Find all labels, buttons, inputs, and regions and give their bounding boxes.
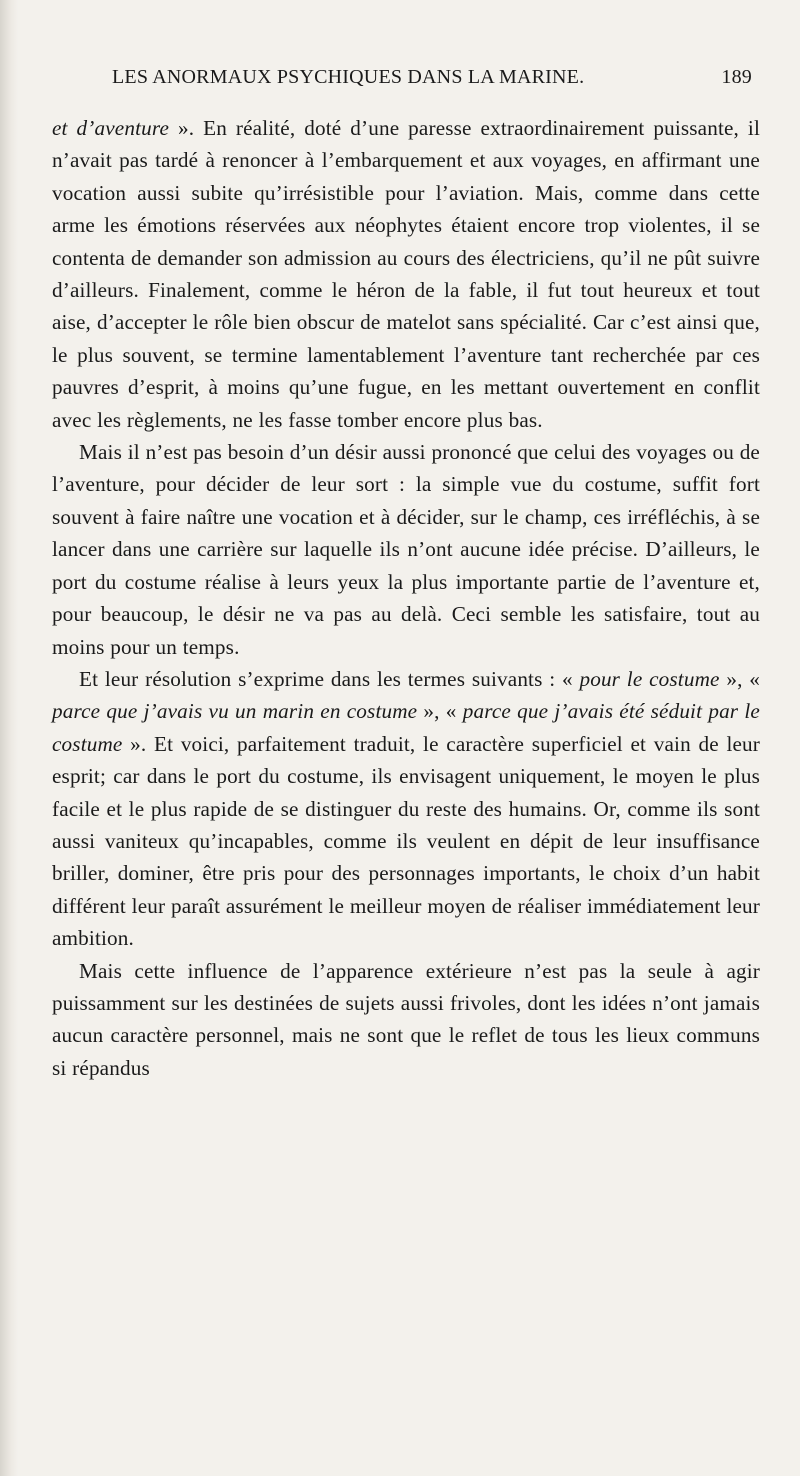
- page-edge-shadow: [0, 0, 18, 1476]
- text-run: Mais il n’est pas besoin d’un désir aussi prononcé que celui des voyages ou de l’aventure, pour décider de leur sort : la simple vue du costume, suffit fort souvent à faire naître une vocation et à décider, sur le champ, ces irréfléchis, à se lancer dans une carrière sur laquelle ils n’ont aucune idée précise. D’ailleurs, le port du costume réalise à leurs yeux la plus importante partie de l’aventure et, pour beaucoup, le désir ne va pas au delà. Ceci semble les satisfaire, tout au moins pour un temps.: [52, 440, 760, 659]
- paragraph: [52, 663, 760, 955]
- text-run: Mais cette influence de l’apparence extérieure n’est pas la seule à agir puissamment sur les destinées de sujets aussi frivoles, dont les idées n’ont jamais aucun caractère personnel, mais ne sont que le reflet de tous les lieux communs si répandus: [52, 958, 760, 1080]
- text-italic: et d’aventure: [52, 116, 170, 140]
- text-italic: parce que j’avais été séduit par le costume: [52, 699, 760, 756]
- text-run: », «: [719, 666, 760, 691]
- text-run: », «: [417, 699, 463, 724]
- page-number: 189: [721, 66, 752, 88]
- text-italic: parce que j’avais vu un marin en costume: [52, 699, 418, 724]
- text-run: ». En réalité, doté d’une paresse extraordinairement puissante, il n’avait pas tardé à renoncer à l’embarquement et aux voyages, en affirmant une vocation aussi subite qu’irrésistible pour l’aviation. Mais, comme dans cette arme les émotions réservées aux néophytes étaient encore trop violentes, il se contenta de demander son admission au cours des électriciens, qu’il ne pût suivre d’ailleurs. Finalement, comme le héron de la fable, il fut tout heureux et tout aise, d’accepter le rôle bien obscur de matelot sans spécialité. Car c’est ainsi que, le plus souvent, se termine lamentablement l’aventure tant recherchée par ces pauvres d’esprit, à moins qu’une fugue, en les mettant ouvertement en conflit avec les règlements, ne les fasse tomber encore plus bas.: [52, 116, 761, 432]
- text-italic: pour le costume: [579, 666, 720, 691]
- body-text: [52, 112, 760, 1084]
- paragraph: [52, 436, 760, 663]
- text-run: ». Et voici, parfaitement traduit, le caractère superficiel et vain de leur esprit; car dans le port du costume, ils envisagent uniquement, le moyen le plus facile et le plus rapide de se distinguer du reste des humains. Or, comme ils sont aussi vaniteux qu’incapables, comme ils veulent en dépit de leur insuffisance briller, dominer, être pris pour des personnages importants, le choix d’un habit différent leur paraît assurément le meilleur moyen de réaliser immédiatement leur ambition.: [52, 731, 760, 951]
- paragraph: [52, 112, 760, 436]
- running-title: LES ANORMAUX PSYCHIQUES DANS LA MARINE.: [112, 66, 585, 88]
- text-run: Et leur résolution s’exprime dans les termes suivants : «: [79, 666, 580, 691]
- paragraph: [52, 955, 760, 1085]
- running-header: [112, 66, 752, 98]
